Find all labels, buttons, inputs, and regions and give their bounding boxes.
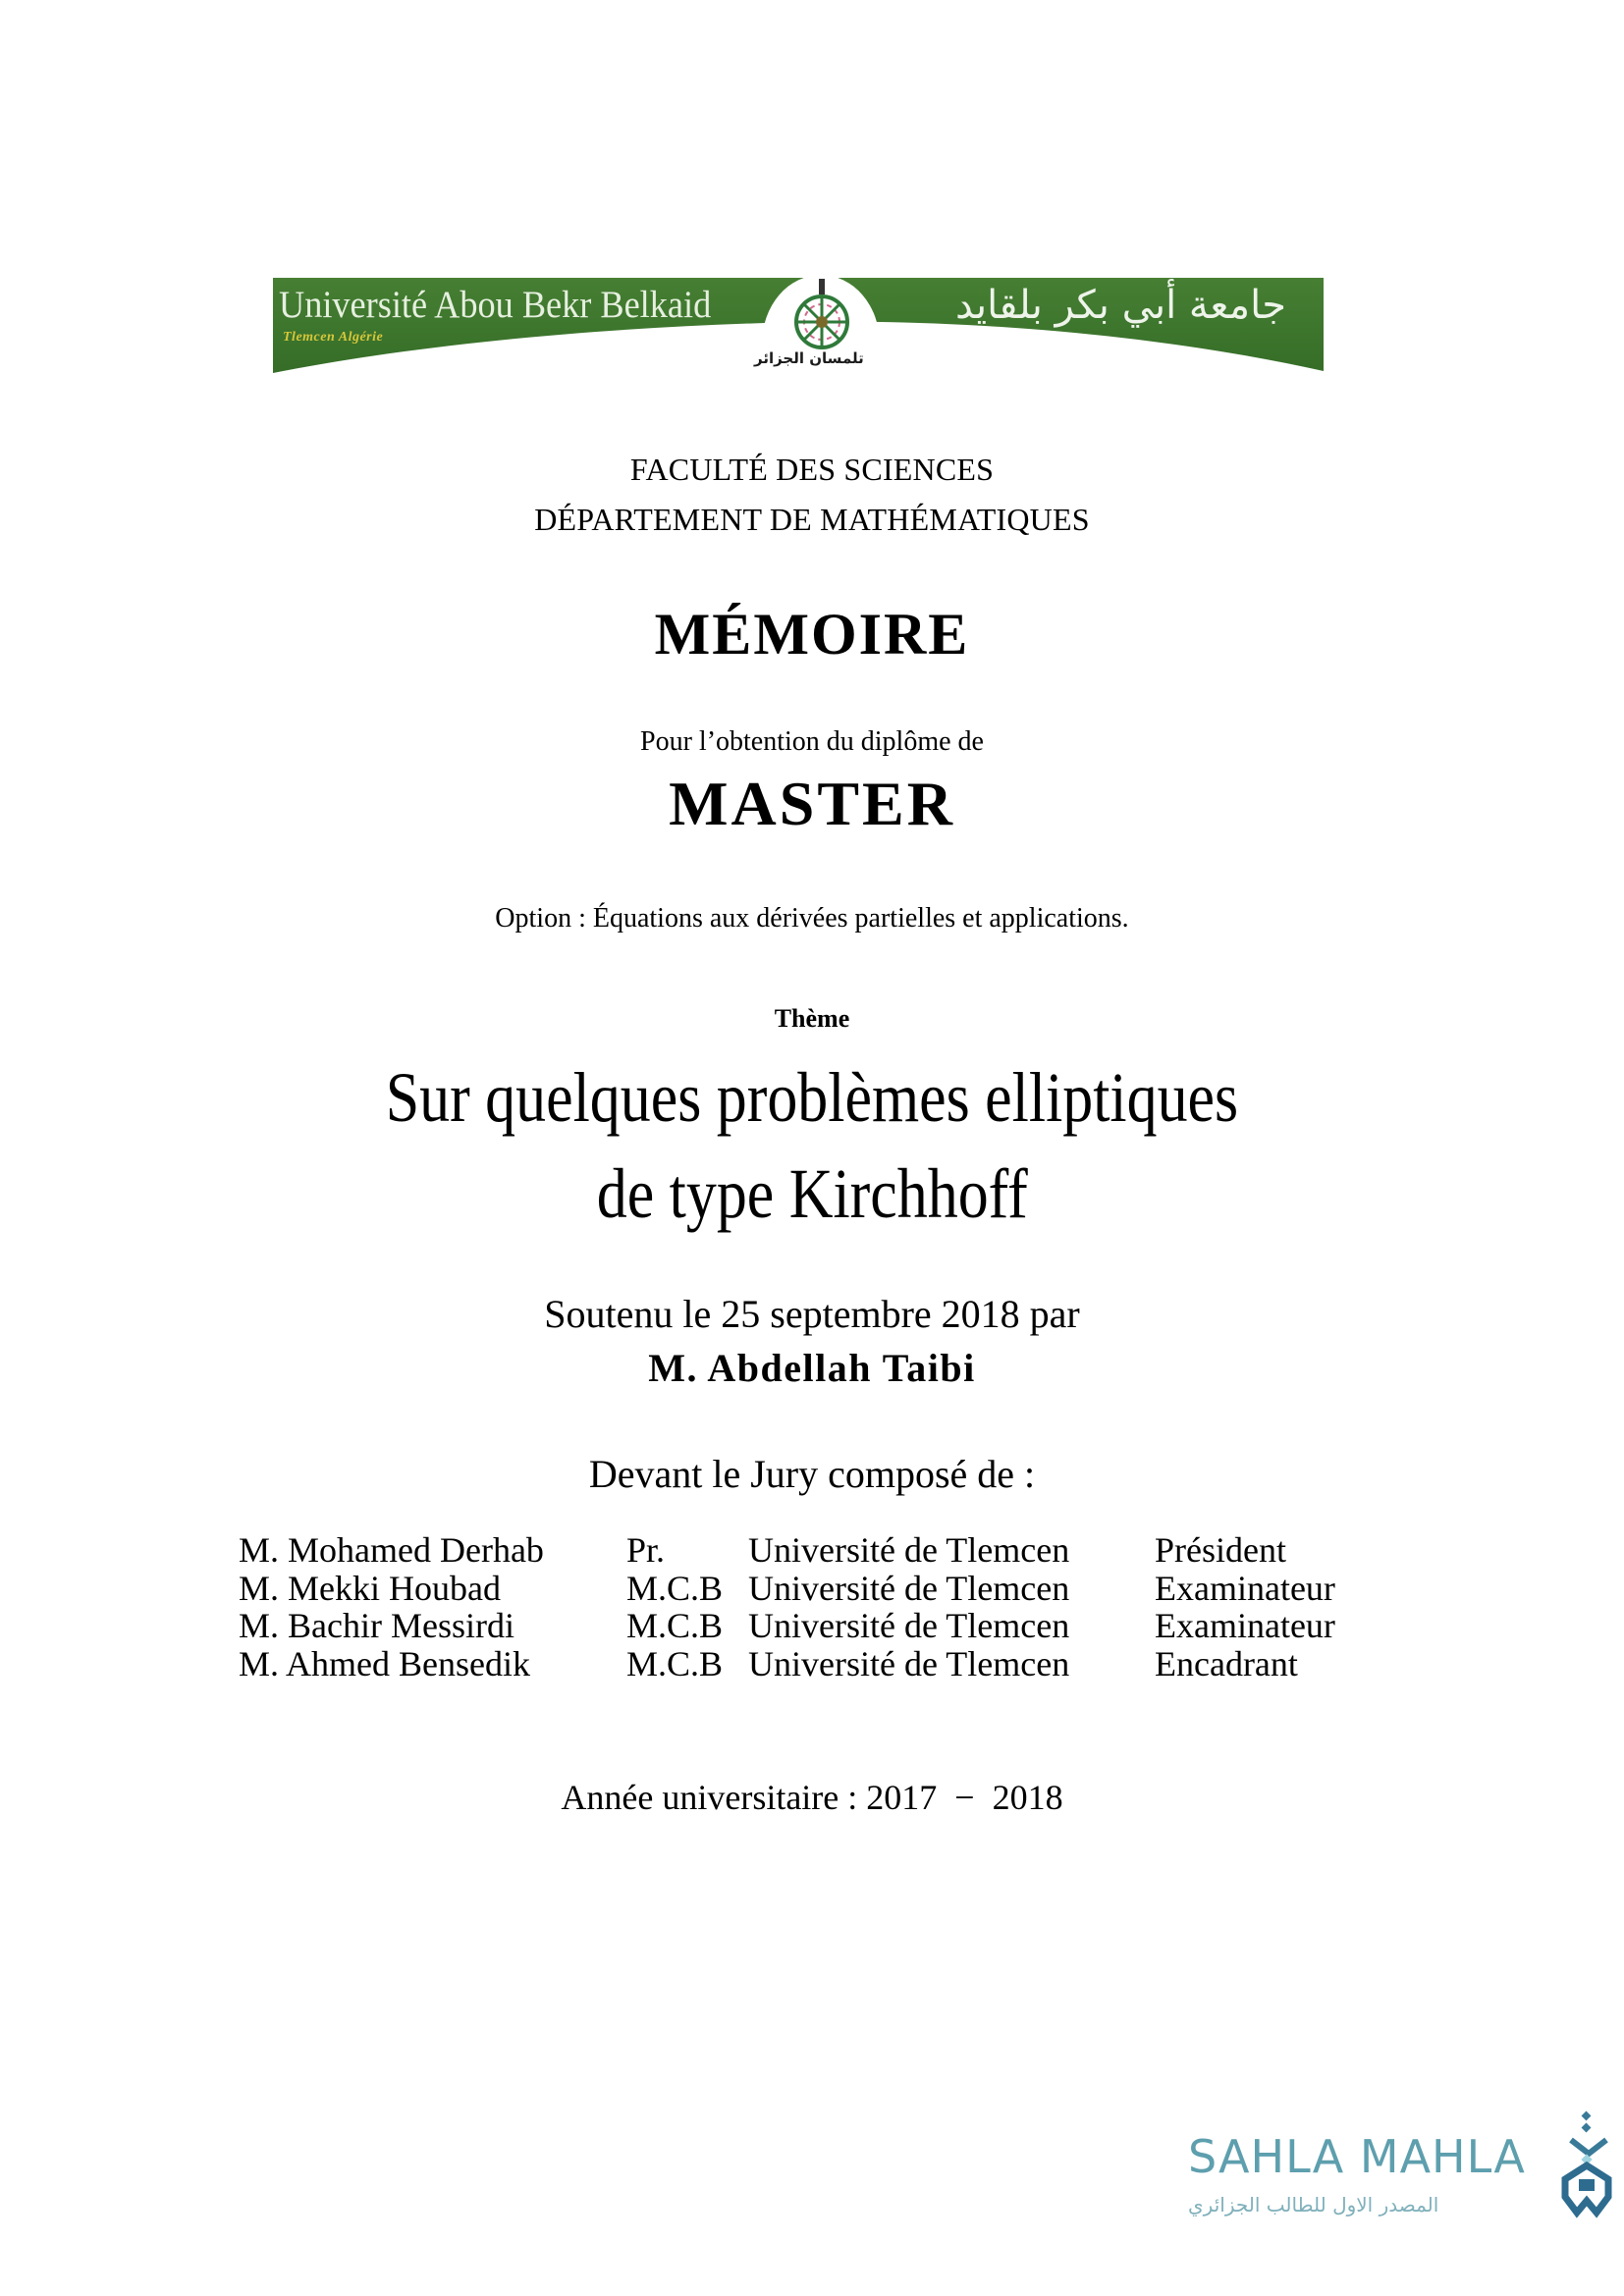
jury-member-name: M. Mohamed Derhab xyxy=(239,1530,544,1570)
thesis-title-line-2 xyxy=(0,1154,1624,1233)
faculty-name: FACULTÉ DES SCIENCES xyxy=(629,452,995,487)
jury-member-grade: M.C.B xyxy=(626,1568,724,1608)
author-name: M. Abdellah Taibi xyxy=(648,1346,976,1390)
watermark-tagline: المصدر الاول للطالب الجزائري xyxy=(1188,2193,1439,2216)
department-name: DÉPARTEMENT DE MATHÉMATIQUES xyxy=(534,502,1090,537)
watermark-brand: SAHLA MAHLA xyxy=(1188,2130,1526,2183)
jury-member-role: Examinateur xyxy=(1155,1606,1335,1645)
jury-member-role: Président xyxy=(1155,1530,1286,1570)
theme-label: Thème xyxy=(774,1004,850,1033)
degree-purpose: Pour l’obtention du diplôme de xyxy=(640,726,984,757)
jury-member-institution: Université de Tlemcen xyxy=(748,1568,1070,1608)
university-emblem-icon xyxy=(791,279,852,355)
academic-year: Année universitaire : 2017 − 2018 xyxy=(561,1778,1063,1817)
thesis-title-text-1: Sur quelques problèmes elliptiques xyxy=(385,1058,1239,1137)
thesis-title-line-1 xyxy=(0,1058,1624,1137)
jury-member-role: Encadrant xyxy=(1155,1643,1298,1683)
university-name-latin: Université Abou Bekr Belkaid xyxy=(279,284,712,326)
university-location-arabic: تلمسان الجزائر xyxy=(754,349,864,367)
jury-member-name: M. Bachir Messirdi xyxy=(239,1606,514,1645)
thesis-title-text-2: de type Kirchhoff xyxy=(596,1154,1028,1233)
jury-member-name: M. Mekki Houbad xyxy=(239,1568,501,1608)
jury-member-institution: Université de Tlemcen xyxy=(748,1643,1070,1683)
sahla-mahla-logo-icon xyxy=(1561,2110,1616,2218)
university-location-latin: Tlemcen Algérie xyxy=(283,330,384,345)
jury-member-institution: Université de Tlemcen xyxy=(748,1530,1070,1570)
university-name-arabic: جامعة أبي بكر بلقايد xyxy=(954,283,1286,328)
degree-option: Option : Équations aux dérivées partielles et applications. xyxy=(495,903,1129,934)
document-type: MÉMOIRE xyxy=(654,602,970,667)
jury-member-institution: Université de Tlemcen xyxy=(748,1606,1070,1645)
jury-member-grade: Pr. xyxy=(626,1530,666,1570)
degree-name: MASTER xyxy=(669,769,955,838)
jury-member-grade: M.C.B xyxy=(626,1606,724,1645)
university-banner xyxy=(273,275,1326,375)
jury-member-role: Examinateur xyxy=(1155,1568,1335,1608)
defense-date: Soutenu le 25 septembre 2018 par xyxy=(544,1292,1080,1336)
jury-member-grade: M.C.B xyxy=(626,1643,724,1683)
jury-intro: Devant le Jury composé de : xyxy=(588,1452,1036,1496)
sahla-mahla-watermark xyxy=(1178,2110,1620,2228)
jury-member-name: M. Ahmed Bensedik xyxy=(239,1643,530,1683)
